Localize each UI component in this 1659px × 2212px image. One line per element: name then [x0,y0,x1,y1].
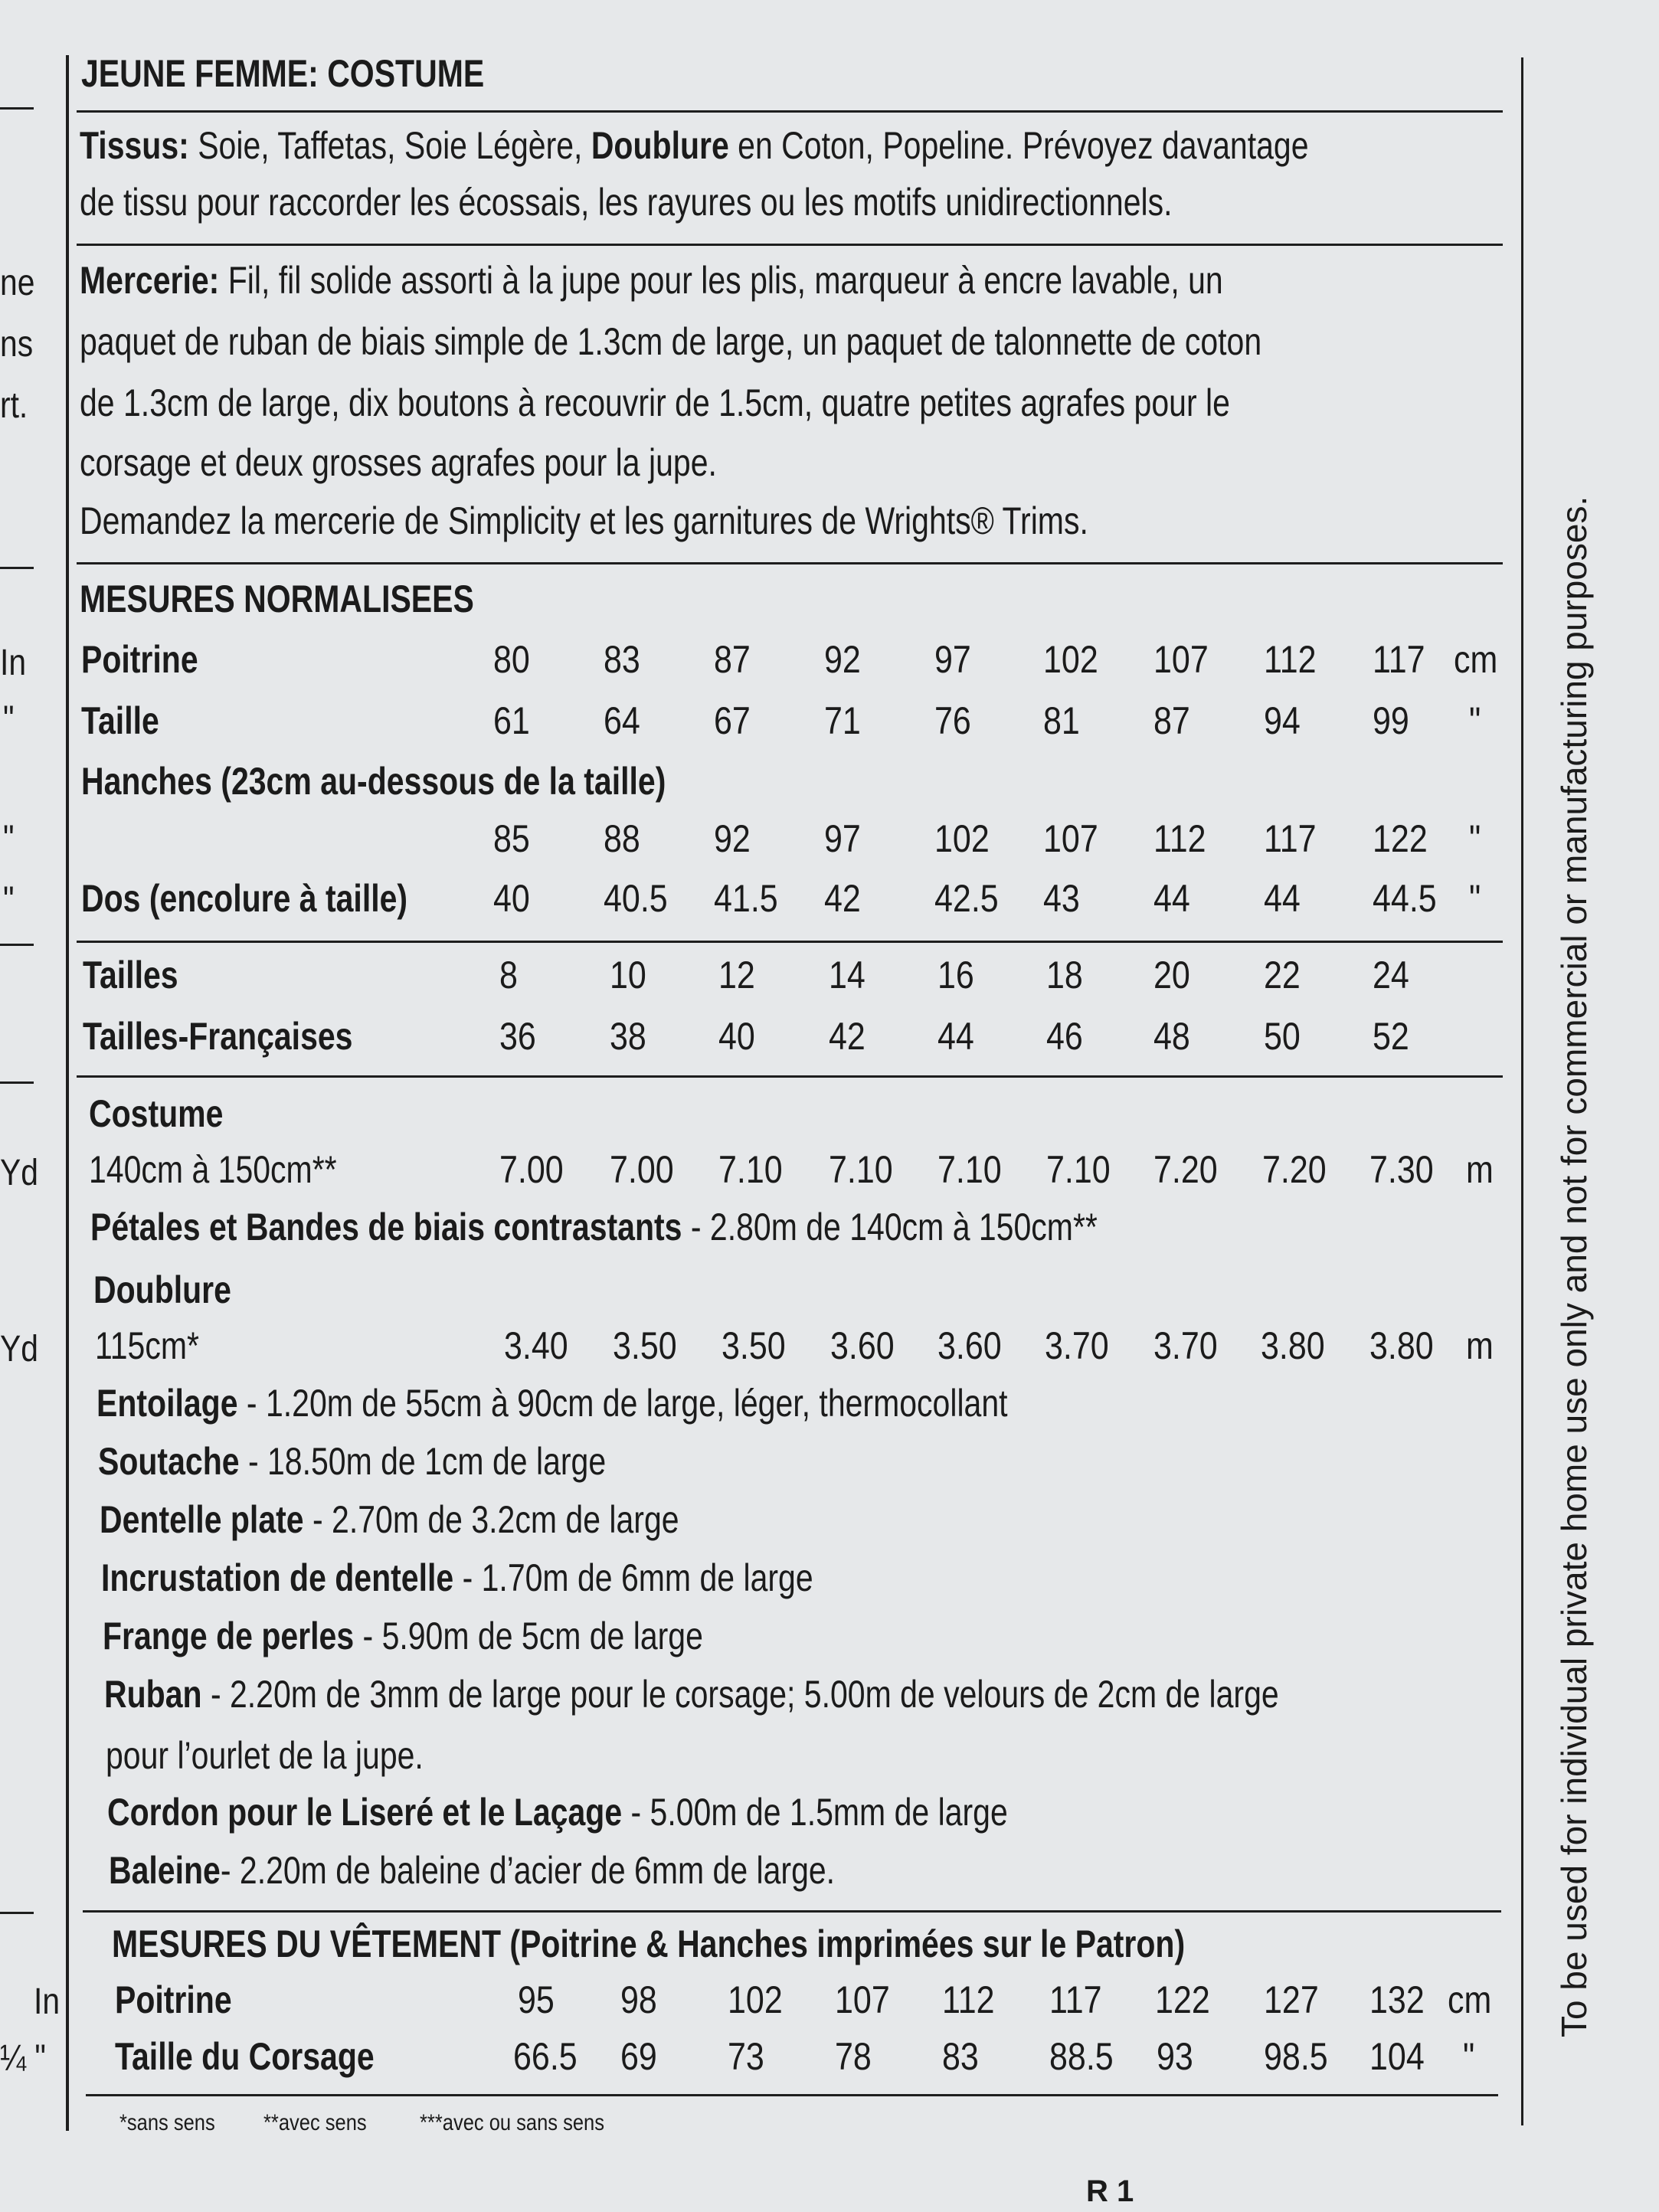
yardage-value: 7.30 [1369,1148,1434,1191]
rule [77,941,1503,943]
size-value: 117 [1264,817,1317,860]
stub-text: Yd [0,1153,38,1193]
doublure-yardage-row [0,1319,1659,1373]
tissus-line-2: de tissu pour raccorder les écossais, les rayures ou les motifs unidirectionnels. [80,181,1173,224]
notion-text: - 2.20m de baleine d’acier de 6mm de large. [220,1849,836,1892]
petales-label: Pétales et Bandes de biais contrastants [90,1206,682,1248]
size-value: 107 [1043,817,1098,860]
size-value: 78 [835,2035,872,2078]
size-value: 42 [824,877,861,920]
rule [77,562,1503,564]
fabric-width-label: 140cm à 150cm** [89,1148,337,1191]
size-value: 18 [1046,954,1083,996]
notion-text: - 2.70m de 3.2cm de large [303,1498,679,1541]
size-value: 10 [610,954,646,996]
rule [77,244,1503,246]
notion-text: - 18.50m de 1cm de large [239,1440,607,1483]
mercerie-line-1 [80,257,1223,303]
row-label: Taille [81,699,159,742]
stub-text: Yd [0,1329,38,1369]
notion-line [98,1438,606,1484]
stub-text: In [34,1981,61,2022]
yardage-value: 7.20 [1153,1148,1218,1191]
size-value: 93 [1157,2035,1193,2078]
size-value: 112 [942,1978,995,2021]
stub-text: In [0,643,27,683]
stub-text: " [3,699,15,740]
size-value: 20 [1153,954,1190,996]
mesures-vetement-heading [112,1921,1185,1967]
size-value: 87 [714,638,751,681]
size-value: 92 [714,817,751,860]
size-value: 83 [942,2035,979,2078]
doublure-heading: Doublure [93,1268,231,1311]
mercerie-line-4: corsage et deux grosses agrafes pour la jupe. [80,441,717,484]
hanches-label: Hanches (23cm au-dessous de la taille) [81,760,666,803]
size-value: 104 [1369,2035,1425,2078]
row-label: Tailles [83,954,178,996]
size-value: 102 [728,1978,783,2021]
stub-rule [0,1912,34,1914]
yardage-value: 3.70 [1045,1324,1109,1367]
right-column-rule [1521,57,1523,2125]
yardage-value: 3.40 [504,1324,568,1367]
size-value: 83 [604,638,640,681]
notion-line [107,1789,1008,1835]
size-value: 46 [1046,1015,1083,1058]
size-value: 42 [829,1015,865,1058]
tissus-line-1 [80,123,1309,169]
size-value: 73 [728,2035,764,2078]
size-value: 97 [934,638,971,681]
stub-rule [0,107,34,110]
yardage-value: 3.80 [1369,1324,1434,1367]
yardage-value: 3.80 [1261,1324,1325,1367]
heading-rest: (Poitrine & Hanches imprimées sur le Patron) [501,1922,1186,1965]
size-value: 44.5 [1373,877,1437,920]
size-value: 67 [714,699,751,742]
stub-text: " [3,819,15,859]
size-value: 102 [934,817,990,860]
size-value: 98 [620,1978,657,2021]
size-value: 36 [499,1015,536,1058]
unit-label: cm [1448,1978,1492,2021]
costume-yardage-row [0,1143,1659,1196]
notion-line [104,1671,1279,1717]
stub-text: ne [0,263,35,303]
notion-label: Cordon pour le Liseré et le Laçage [107,1791,623,1834]
size-value: 97 [824,817,861,860]
size-value: 85 [493,817,530,860]
row-label: Dos (encolure à taille) [81,877,408,920]
yardage-value: 7.10 [1046,1148,1111,1191]
mercerie-line-2: paquet de ruban de biais simple de 1.3cm de large, un paquet de talonnette de coton [80,320,1262,363]
size-value: 8 [499,954,518,996]
unit-label: " [1469,817,1481,860]
petales-line [90,1204,1098,1250]
tissus-text: Soie, Taffetas, Soie Légère, [188,124,591,167]
usage-notice: To be used for individual private home use only and not for commercial or manufacturing purposes. [1554,496,1594,2037]
yardage-value: 3.50 [722,1324,786,1367]
size-value: 107 [1153,638,1209,681]
stub-text: rt. [0,385,28,426]
row-label: Poitrine [115,1978,232,2021]
page-code: R 1 [1086,2174,1134,2208]
notion-label: Entoilage [97,1382,238,1425]
size-value: 61 [493,699,530,742]
size-value: 122 [1373,817,1428,860]
size-value: 132 [1369,1978,1425,2021]
yardage-value: 3.50 [613,1324,677,1367]
vetement-corsage-row [0,2030,1659,2083]
doublure-keyword: Doublure [591,124,729,167]
size-value: 52 [1373,1015,1409,1058]
yardage-value: 3.60 [937,1324,1002,1367]
size-value: 12 [718,954,755,996]
unit-label: m [1466,1324,1494,1367]
size-value: 40.5 [604,877,668,920]
notion-line [101,1555,813,1601]
size-value: 42.5 [934,877,999,920]
yardage-value: 7.00 [610,1148,674,1191]
size-value: 48 [1153,1015,1190,1058]
notion-text: - 1.20m de 55cm à 90cm de large, léger, thermocollant [237,1382,1008,1425]
poitrine-row [0,633,1659,686]
size-value: 122 [1155,1978,1210,2021]
yardage-value: 3.60 [830,1324,895,1367]
size-value: 24 [1373,954,1409,996]
size-value: 117 [1373,638,1425,681]
mercerie-label: Mercerie: [80,259,220,302]
rule [77,110,1503,113]
size-value: 66.5 [513,2035,578,2078]
mercerie-line-3: de 1.3cm de large, dix boutons à recouvrir de 1.5cm, quatre petites agrafes pour le [80,381,1230,424]
notion-label: Frange de perles [103,1615,355,1657]
notion-line [103,1613,703,1659]
notion-label: Ruban [104,1673,202,1716]
unit-label: " [1469,877,1481,920]
yardage-value: 7.20 [1262,1148,1327,1191]
taille-row [0,694,1659,748]
rule [86,2094,1498,2096]
notion-label: Soutache [98,1440,240,1483]
notion-text: - 5.00m de 1.5mm de large [622,1791,1008,1834]
size-value: 107 [835,1978,890,2021]
tissus-text-cont: en Coton, Popeline. Prévoyez davantage [728,124,1309,167]
fabric-width-label: 115cm* [95,1324,199,1367]
yardage-value: 3.70 [1153,1324,1218,1367]
size-value: 50 [1264,1015,1301,1058]
size-value: 102 [1043,638,1098,681]
size-value: 14 [829,954,865,996]
stub-text: ns [0,324,34,365]
size-value: 98.5 [1264,2035,1328,2078]
tissus-label: Tissus: [80,124,189,167]
size-value: 40 [718,1015,755,1058]
section-title: JEUNE FEMME: COSTUME [81,52,485,95]
notion-label: Incrustation de dentelle [101,1556,454,1599]
size-value: 41.5 [714,877,778,920]
petales-text: - 2.80m de 140cm à 150cm** [682,1206,1098,1248]
dos-row [0,872,1659,925]
tailles-row [0,948,1659,1002]
notion-line-cont: pour l’ourlet de la jupe. [106,1734,424,1777]
size-value: 117 [1049,1978,1102,2021]
size-value: 38 [610,1015,646,1058]
size-value: 95 [518,1978,555,2021]
mercerie-text: Fil, fil solide assorti à la jupe pour les plis, marqueur à encre lavable, un [219,259,1223,302]
size-value: 40 [493,877,530,920]
footnote: *sans sens [119,2110,215,2135]
row-label: Tailles-Françaises [83,1015,353,1058]
size-value: 44 [1264,877,1301,920]
left-column-rule [66,55,69,2131]
unit-label: m [1466,1148,1494,1191]
stub-text: ¼ " [0,2038,46,2079]
yardage-value: 7.10 [937,1148,1002,1191]
footnote: ***avec ou sans sens [420,2110,604,2135]
yardage-value: 7.10 [718,1148,783,1191]
stub-rule [0,567,34,569]
size-value: 88.5 [1049,2035,1114,2078]
size-value: 71 [824,699,861,742]
size-value: 112 [1264,638,1317,681]
notion-line [100,1497,679,1543]
notion-text: - 1.70m de 6mm de large [453,1556,813,1599]
notion-text: - 5.90m de 5cm de large [354,1615,703,1657]
stub-rule [0,1081,34,1084]
size-value: 92 [824,638,861,681]
mercerie-line-5: Demandez la mercerie de Simplicity et les garnitures de Wrights® Trims. [80,499,1088,542]
size-value: 16 [937,954,974,996]
size-value: 112 [1153,817,1206,860]
vetement-poitrine-row [0,1973,1659,2027]
notion-text: - 2.20m de 3mm de large pour le corsage; 5.00m de velours de 2cm de large [201,1673,1279,1716]
size-value: 64 [604,699,640,742]
unit-label: cm [1454,638,1498,681]
stub-text: " [3,880,15,921]
size-value: 88 [604,817,640,860]
stub-rule [0,944,34,946]
size-value: 44 [937,1015,974,1058]
size-value: 69 [620,2035,657,2078]
rule [77,1075,1503,1078]
notion-line [97,1380,1008,1426]
size-value: 43 [1043,877,1080,920]
notion-label: Baleine [109,1849,221,1892]
size-value: 44 [1153,877,1190,920]
rule [83,1910,1501,1913]
unit-label: " [1463,2035,1475,2078]
size-value: 22 [1264,954,1301,996]
unit-label: " [1469,699,1481,742]
footnote: **avec sens [263,2110,367,2135]
size-value: 127 [1264,1978,1319,2021]
size-value: 99 [1373,699,1409,742]
row-label: Taille du Corsage [115,2035,375,2078]
size-value: 81 [1043,699,1080,742]
costume-heading: Costume [89,1092,224,1135]
notion-label: Dentelle plate [100,1498,304,1541]
size-value: 87 [1153,699,1190,742]
yardage-value: 7.00 [499,1148,564,1191]
size-value: 76 [934,699,971,742]
notion-line [109,1847,835,1893]
size-value: 80 [493,638,530,681]
size-value: 94 [1264,699,1301,742]
row-label: Poitrine [81,638,198,681]
yardage-value: 7.10 [829,1148,893,1191]
tailles-francaises-row [0,1009,1659,1063]
heading-bold: MESURES DU VÊTEMENT [112,1922,502,1965]
hanches-row [0,812,1659,865]
mesures-normalisees-heading: MESURES NORMALISEES [80,578,474,620]
